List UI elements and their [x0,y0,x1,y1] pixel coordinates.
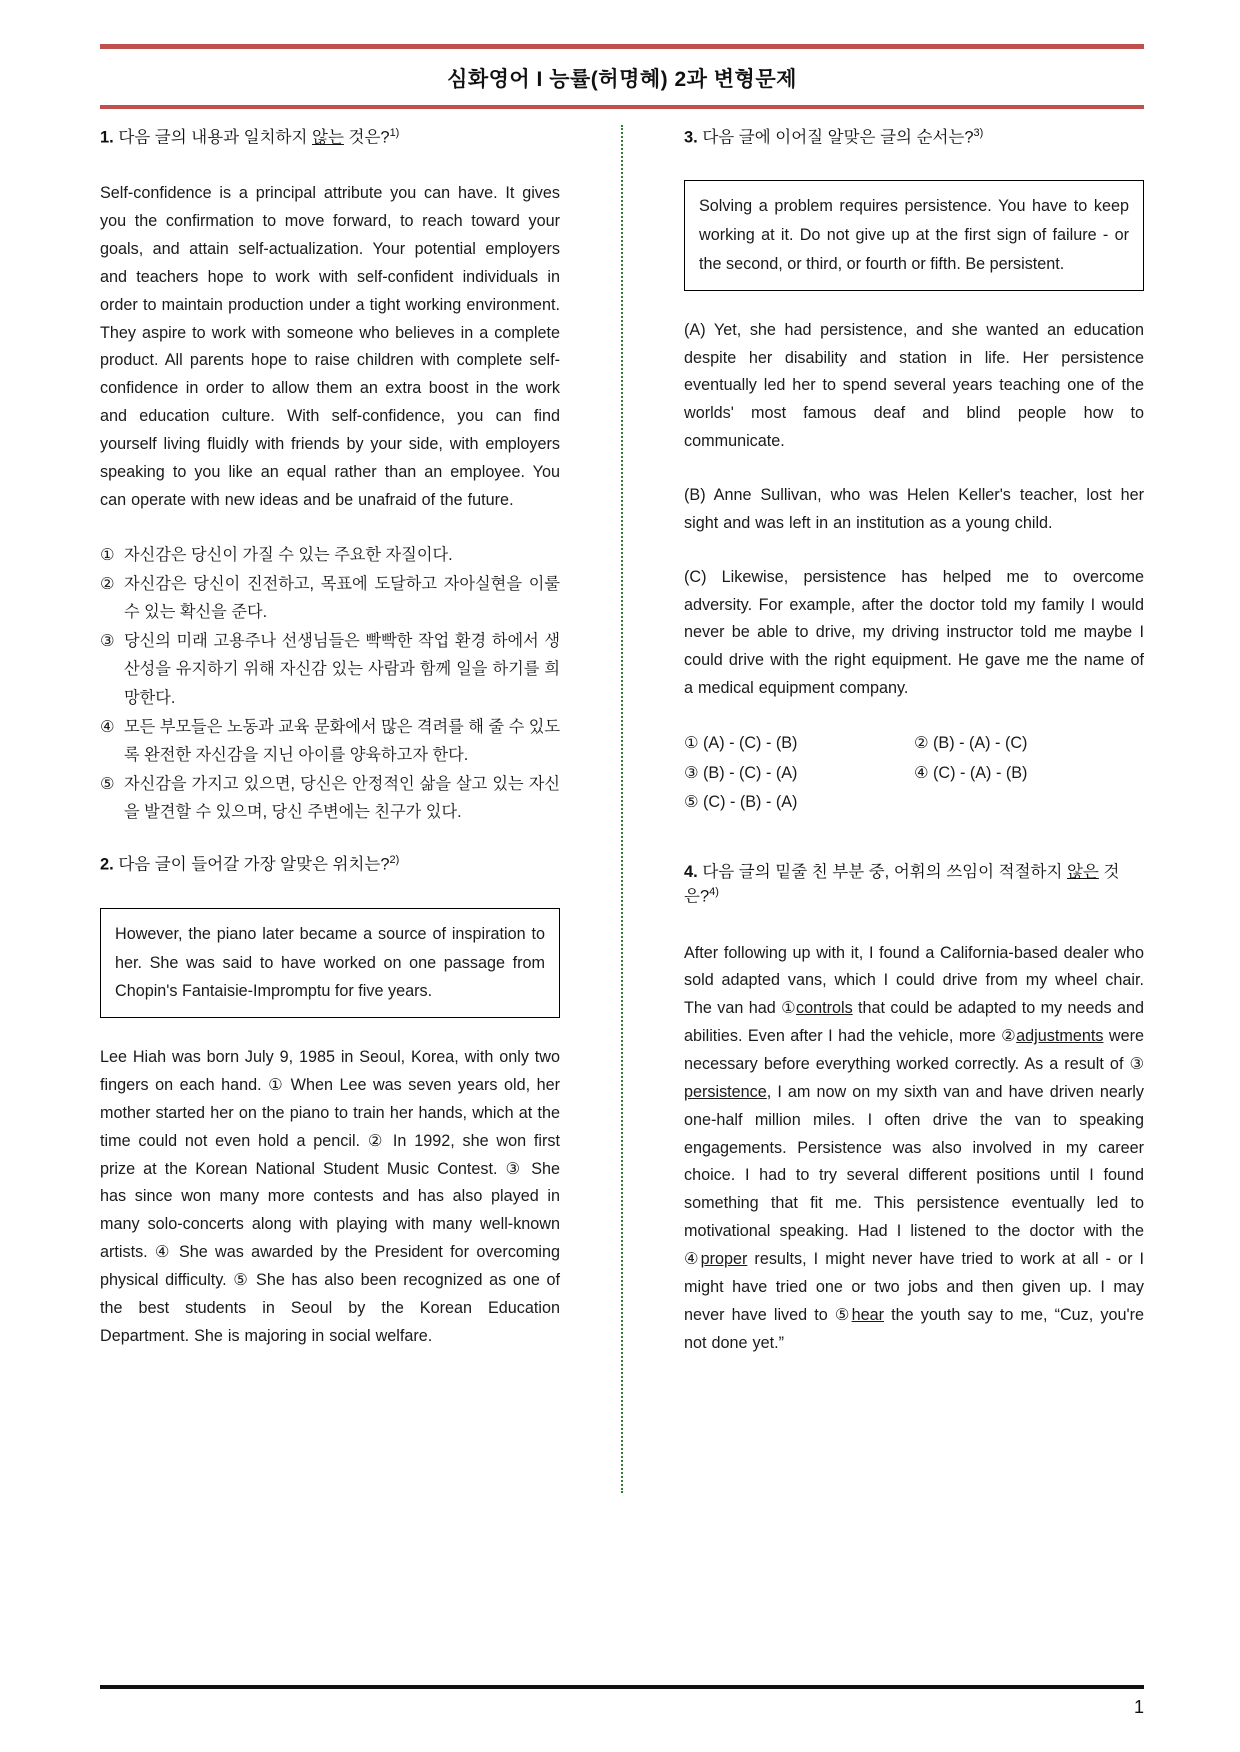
choice-spacer [914,788,1144,817]
question-3-paragraph-b: (B) Anne Sullivan, who was Helen Keller's teacher, lost her sight and was left in an institution as a young child. [684,486,1144,532]
question-1-heading [100,125,560,150]
choice-item[interactable] [914,759,1144,788]
choice-marker: ④ [914,763,929,782]
choice-label: 자신감은 당신이 진전하고, 목표에 도달하고 자아실현을 이룰 수 있는 확신을 준다. [124,574,560,621]
choice-item[interactable] [100,627,560,712]
underlined-word-2: adjustments [1016,1027,1104,1046]
question-4-footnote: 4) [709,886,719,899]
choice-label: (A) - (C) - (B) [703,734,798,753]
question-1-prompt-after: 것은? [343,128,390,147]
choice-row [684,729,1144,758]
choice-row [684,759,1144,788]
page-footer [100,1685,1144,1718]
question-3-paragraph-a: (A) Yet, she had persistence, and she wanted an education despite her disability and station in life. Her persistence eventually led her to spend several years teaching one of the worlds' most famous deaf and blind people how to communicate. [684,320,1144,451]
choice-item[interactable] [684,759,914,788]
passage-segment: the youth say to me, “Cuz, you're not done yet.” [684,1305,1144,1352]
choice-label: (B) - (C) - (A) [703,763,798,782]
choice-label: 당신의 미래 고용주나 선생님들은 빡빡한 작업 환경 하에서 생산성을 유지하기 위해 자신감 있는 사람과 함께 일을 하기를 희망한다. [124,632,560,707]
passage-segment: , I am now on my sixth van and have driven nearly one-half million miles. I often drive the van to speaking engagements. Persistence was also involved in my career choice. I had to try several different positions until I found something that fit me. This persistence eventually led to motivational speaking. Had I listened to the doctor with the ④ [684,1082,1144,1268]
question-1-choices [100,541,560,827]
underlined-word-4: proper [700,1249,748,1268]
page-title: 심화영어 I 능률(허명혜) 2과 변형문제 [447,68,797,91]
question-3-choices [684,729,1144,817]
choice-item[interactable] [100,570,560,626]
choice-marker: ③ [684,763,699,782]
choice-marker: ① [100,545,115,564]
question-4-number: 4. [684,862,698,881]
choice-label: (B) - (A) - (C) [933,734,1028,753]
choice-marker: ② [914,734,929,753]
question-4-passage [684,940,1144,1358]
question-4-heading [684,860,1144,910]
question-2-passage: Lee Hiah was born July 9, 1985 in Seoul, Korea, with only two fingers on each hand. ① When Lee was seven years old, her mother started her on the piano to train her hands, which at the time could not even hold a pencil. ② In 1992, she won first prize at the Korean National Student Music Contest. ③ She has since won many more contests and has also played in many solo-concerts along with playing with many well-known artists. ④ She was awarded by the President for overcoming physical difficulty. ⑤ She has also been recognized as one of the best students in Seoul by the Korean Education Department. She is majoring in social welfare. [100,1048,560,1345]
passage-segment: After following up with it, I found a California-based dealer who sold adapted vans, which I could drive from my wheel chair. The van had ① [684,943,1144,1018]
column-divider [621,125,623,1493]
choice-marker: ① [684,734,699,753]
underlined-word-5: hear [851,1305,884,1324]
choice-marker: ③ [100,632,115,651]
choice-item[interactable] [100,770,560,826]
question-3-prompt: 다음 글에 이어질 알맞은 글의 순서는? [697,128,974,147]
choice-label: (C) - (A) - (B) [933,763,1028,782]
choice-marker: ⑤ [684,793,699,812]
choice-label: 모든 부모들은 노동과 교육 문화에서 많은 격려를 해 줄 수 있도록 완전한 자신감을 지닌 아이를 양육하고자 한다. [124,717,560,764]
question-1-number: 1. [100,128,114,147]
question-2-heading [100,852,560,877]
choice-item[interactable] [100,713,560,769]
choice-marker: ⑤ [100,775,115,794]
question-4-prompt-before: 다음 글의 밑줄 친 부분 중, 어휘의 쓰임이 적절하지 [697,862,1067,881]
question-1-prompt-before: 다음 글의 내용과 일치하지 [113,128,313,147]
choice-marker: ② [100,574,115,593]
choice-item[interactable] [914,729,1144,758]
right-column [674,125,1144,1495]
column-gap [570,125,674,1495]
underlined-word-1: controls [795,999,853,1018]
question-1-footnote: 1) [389,127,400,139]
choice-label: 자신감은 당신이 가질 수 있는 주요한 자질이다. [124,545,453,564]
choice-label: (C) - (B) - (A) [703,793,798,812]
question-3-heading [684,125,1144,150]
question-2-number: 2. [100,855,114,874]
choice-row [684,788,1144,817]
passage-segment: results, I might never have tried to work at all - or I might have tried one or two jobs and then given up. I may never have lived to ⑤ [684,1249,1145,1324]
page-number: 1 [1133,1697,1144,1717]
question-3-paragraph-c: (C) Likewise, persistence has helped me to overcome adversity. For example, after the doctor told my family I would never be able to drive, my driving instructor told me maybe I could drive with the right equipment. He gave me the name of a medical equipment company. [684,567,1144,698]
question-1-prompt-underline: 않는 [312,128,344,147]
two-column-body [100,125,1144,1495]
left-column [100,125,570,1495]
header-rule-bottom [100,105,1144,109]
question-2-footnote: 2) [389,854,400,867]
question-3-boxed-passage: Solving a problem requires persistence. You have to keep working at it. Do not give up at the first sign of failure - or the second, or third, or fourth or fifth. Be persistent. [684,180,1144,290]
question-4-prompt-underline: 않은 [1066,862,1099,881]
passage-segment: were necessary before everything worked correctly. As a result of ③ [684,1027,1144,1073]
choice-label: 자신감을 가지고 있으면, 당신은 안정적인 삶을 살고 있는 자신을 발견할 수 있으며, 당신 주변에는 친구가 있다. [124,775,560,822]
choice-item[interactable] [684,729,914,758]
choice-marker: ④ [100,717,115,736]
choice-item[interactable] [684,788,914,817]
question-3-footnote: 3) [973,127,984,139]
passage-segment: that could be adapted to my needs and abilities. Even after I had the vehicle, more ② [684,999,1144,1046]
question-3-number: 3. [684,128,698,147]
question-1-passage: Self-confidence is a principal attribute you can have. It gives you the confirmation to move forward, to reach toward your goals, and attain self-actualization. Your potential employers and teachers hope to work with self-confident individuals in order to maintain production under a tight working environment. They aspire to work with someone who believes in a complete product. All parents hope to raise children with complete self-confidence in order to allow them an extra boost in the work and education culture. With self-confidence, you can find yourself living fluidly with friends by your side, with employers speaking to you like an equal rather than an employee. You can operate with new ideas and be unafraid of the future. [100,184,560,509]
question-4-prompt-after: 것은? [684,862,1120,906]
question-2-boxed-passage: However, the piano later became a source of inspiration to her. She was said to have worked on one passage from Chopin's Fantaisie-Impromptu for five years. [100,908,560,1018]
question-2-prompt: 다음 글이 들어갈 가장 알맞은 위치는? [113,855,390,874]
underlined-word-3: persistence [684,1082,767,1101]
choice-item[interactable] [100,541,560,569]
